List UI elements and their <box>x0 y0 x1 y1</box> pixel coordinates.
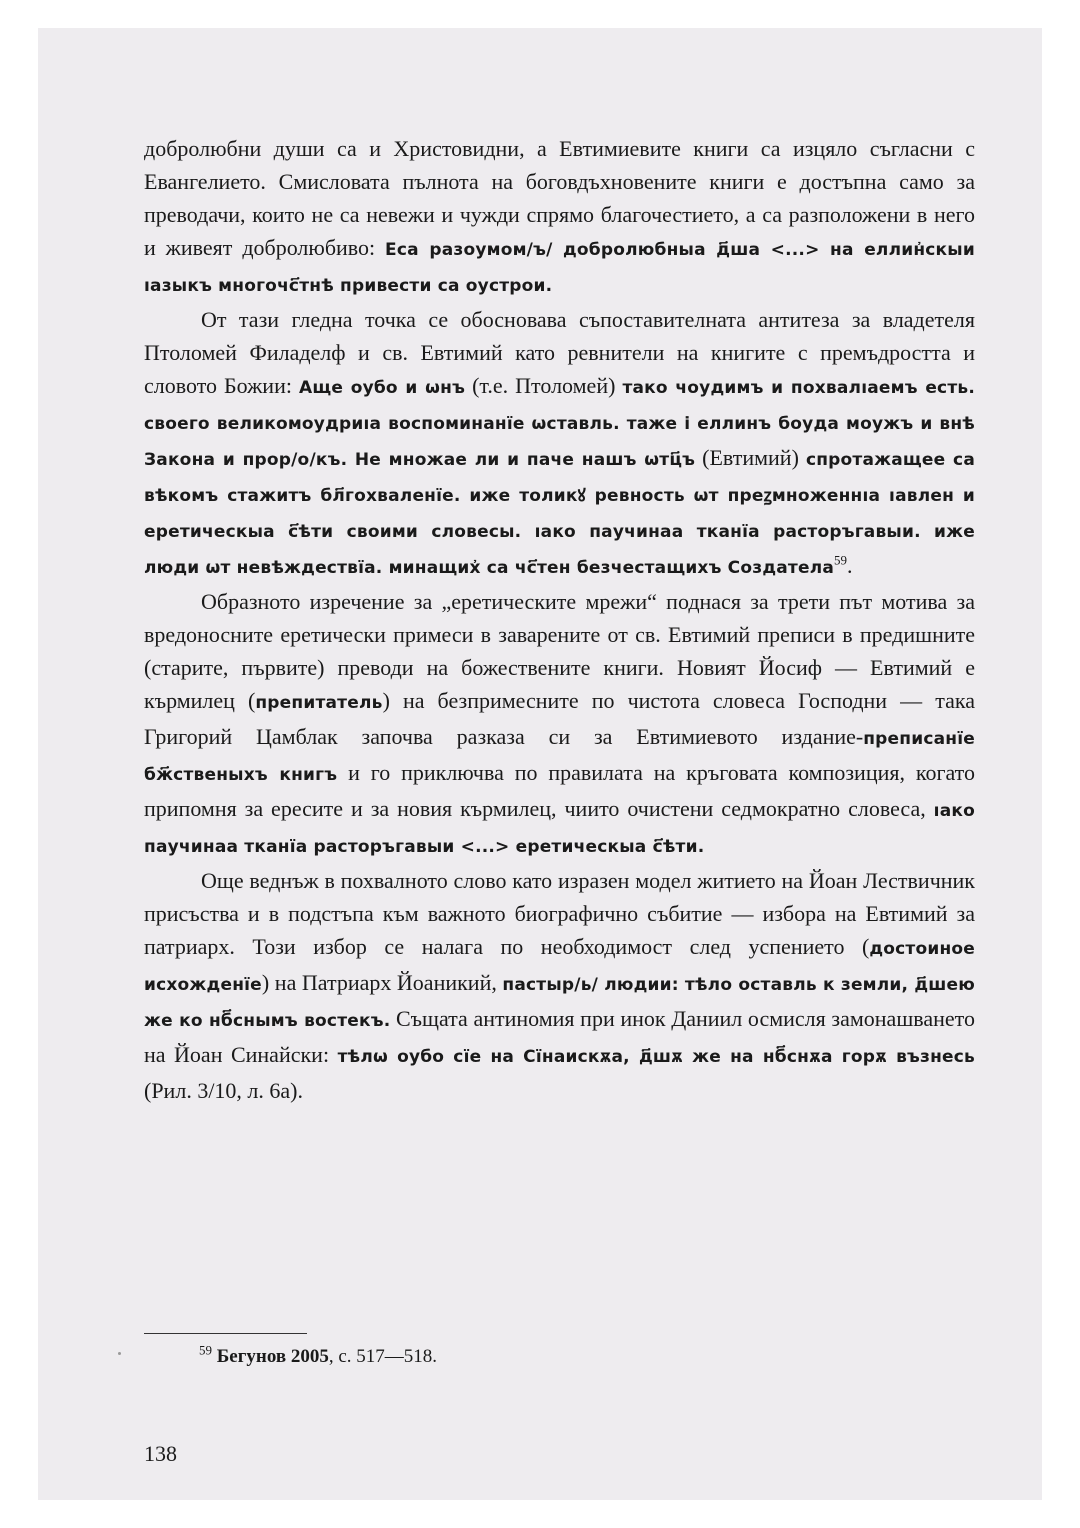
text-segment: Още веднъж в похвалното слово като изразен модел житието на Йоан Лествичник присъства и в подстъпа към важното биографично събитие — избора на Евтимий за патриарх. Този избор се налага по необходимост след успението ( <box>144 868 975 959</box>
footnote-number: 59 <box>199 1342 212 1358</box>
church-slavonic-quote: препитатель <box>255 693 383 713</box>
church-slavonic-quote: преписанїе бж҃ственыхъ книгъ <box>144 729 975 785</box>
paragraph <box>144 132 975 303</box>
page-number: 138 <box>144 1441 177 1466</box>
church-slavonic-quote: достоинoе исхожденїе <box>144 939 975 995</box>
church-slavonic-quote: Аще оубо и ѡнъ <box>298 378 466 398</box>
paper-speck <box>118 1352 121 1355</box>
text-segment: ) на безпримесните по чистота словеса Господни — така Григорий Цамблак започва разказа си за Евтимиевото издание- <box>144 688 975 749</box>
text-segment: ) на Патриарх Йоаникий, <box>261 970 503 995</box>
book-page <box>38 28 1042 1500</box>
text-segment: (т.е. Птоломей) <box>465 373 623 398</box>
church-slavonic-quote: ıако паучинаа тканїа расторъгавыи <...> еретическыа с҃ѣти. <box>144 801 975 857</box>
text-segment: . <box>847 553 853 578</box>
church-slavonic-quote: пастыр/ь/ людии: тѣло оставль к земли, д҃шею же ко нб҃снымъ востекъ. <box>144 975 975 1031</box>
paragraph <box>144 303 975 585</box>
text-segment: добролюбни души са и Христовидни, а Евтимиевите книги са изцяло съгласни с Евангелието. Смисловата пълнота на боговдъхновените книги е достъпна само за преводачи, които не са невежи и чужди спрямо благочестието, а са разположени в него и живеят добролюбиво: <box>144 136 975 260</box>
church-slavonic-quote: тако чоудимъ и похвалıаемъ есть. своего великомоудриıа воспоминанїе ѡставль. таже і еллинъ боуда моужъ и внѣ Закона и прор/о/къ. Не множае ли и паче нашъ ѡтц҃ъ <box>144 378 975 470</box>
text-segment: От тази гледна точка се обосновава съпоставителната антитеза за владетеля Птоломей Филаделф и св. Евтимий като ревнители на книгите с премъдростта и словото Божии: <box>144 307 975 398</box>
footnote-divider <box>144 1333 307 1334</box>
footnote-ref: 59 <box>834 552 848 568</box>
church-slavonic-quote: спротажащее са вѣкомъ стажитъ бл҃гохваленїе. иже толикꙋ ревность ѡт преꙁмноженнıа ıавлен и еретическыа с҃ѣти своими словесы. ıако паучинаа тканїа расторъгавыи. иже люди ѡт невѣждествїа. минащих҆ са чс҃тен безчестащихъ Создатела <box>144 450 975 578</box>
text-segment: (Рил. 3/10, л. 6а). <box>144 1078 303 1103</box>
church-slavonic-quote: тѣлѡ оубо сїе на Сїнаискѫа, д҃шѫ же на нб҃снѫа горѫ възнесь <box>337 1047 975 1067</box>
text-segment: Образното изречение за „еретическите мрежи“ поднася за трети път мотива за вредоносните еретически примеси в заварените от св. Евтимий преписи в предишните (старите, първите) преводи на божествените книги. Новият Йосиф — Евтимий е кърмилец ( <box>144 589 975 713</box>
footnote-pages: , с. 517—518. <box>328 1346 438 1367</box>
church-slavonic-quote: Еса разоумом/ъ/ добролюбныа д҃ша <...> на еллин҆скыи ıазыкъ многочс҃тнѣ привести са оустрои. <box>144 240 975 296</box>
paragraph <box>144 585 975 864</box>
text-segment: Същата антиномия при инок Даниил осмисля замонашването на Йоан Синайски: <box>144 1006 975 1067</box>
main-text <box>144 132 975 1107</box>
text-segment: (Евтимий) <box>695 445 806 470</box>
text-segment: и го приключва по правилата на кръговата композиция, когато припомня за ересите и за новия кърмилец, чиито очистени седмократно словеса, <box>144 760 975 821</box>
footnote-59 <box>199 1342 438 1368</box>
footnote-author: Бегунов 2005 <box>216 1346 329 1367</box>
paragraph <box>144 864 975 1107</box>
